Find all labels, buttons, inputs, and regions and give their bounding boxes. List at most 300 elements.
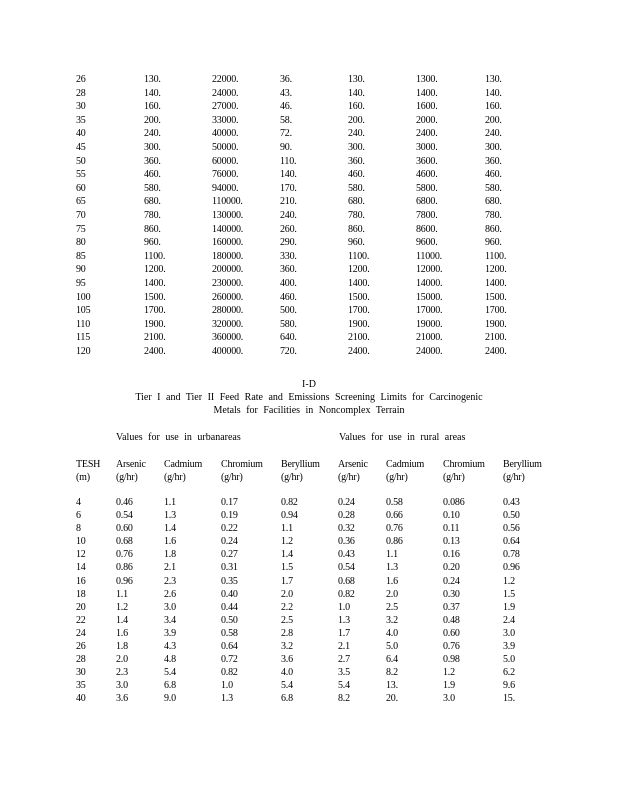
table-cell: 1.8 [116,641,128,653]
table-cell: 40 [76,693,86,705]
table-row [76,522,543,535]
table-cell: 60000. [212,155,239,167]
table-cell: 16 [76,575,86,587]
table-cell: 55 [76,169,86,181]
table-cell: 4600. [416,169,438,181]
table-cell: 12 [76,549,86,561]
table-cell: 720. [280,345,297,357]
table-cell: 0.43 [503,497,520,508]
rural-section-label: Values for use in rural areas [339,432,466,443]
table-cell: 20 [76,601,86,613]
table-cell: 0.43 [338,549,355,561]
table-cell: 0.11 [443,523,460,535]
column-header: Beryllium [281,459,320,470]
table-cell: 12000. [416,264,443,276]
table-cell: 26 [76,641,86,653]
table-cell: 200. [144,114,161,126]
table-cell: 0.32 [338,523,355,535]
table-cell: 1100. [348,250,370,262]
table-cell: 80 [76,237,86,249]
table-cell: 5.0 [386,641,398,653]
table-cell: 4.8 [164,654,176,666]
table-cell: 2100. [485,332,507,344]
table-cell: 33000. [212,114,239,126]
column-header: Arsenic [338,459,368,470]
table-row [76,141,525,155]
table-cell: 6.4 [386,654,398,666]
table-cell: 400. [280,277,297,289]
table-cell: 1.6 [164,536,176,548]
spacer-row [76,484,543,496]
table-cell: 17000. [416,305,443,317]
table-cell: 240. [348,128,365,140]
table-cell: 1400. [485,277,507,289]
table-cell: 40 [76,128,86,140]
table-row [76,73,525,87]
table-cell: 1.9 [443,680,455,692]
table-cell: 1700. [485,305,507,317]
table-cell: 45 [76,141,86,153]
upper-table-body [76,73,525,358]
table-cell: 50000. [212,141,239,153]
table-cell: 35 [76,680,86,692]
table-cell: 0.76 [116,549,133,561]
table-cell: 290. [280,237,297,249]
table-row [76,291,525,305]
table-cell: 35 [76,114,86,126]
table-cell: 75 [76,223,86,235]
table-cell: 15. [503,693,515,705]
table-row [76,627,543,640]
table-cell: 0.36 [338,536,355,548]
table-cell: 1200. [348,264,370,276]
table-cell: 0.20 [443,562,460,574]
table-cell: 1.2 [443,667,455,679]
table-cell: 0.82 [281,497,298,508]
table-cell: 230000. [212,277,244,289]
table-title-line-1: Tier I and Tier II Feed Rate and Emissions Screening Limits for Carcinogenic [135,392,483,403]
table-cell: 2.1 [338,641,350,653]
table-cell: 0.27 [221,549,238,561]
table-cell: 24000. [212,87,239,99]
table-cell: 90 [76,264,86,276]
table-cell: 1.5 [281,562,293,574]
table-cell: 8.2 [386,667,398,679]
table-cell: 580. [348,182,365,194]
table-cell: 640. [280,332,297,344]
table-row [76,114,525,128]
screening-table-body [76,458,543,706]
upper-limits-table [76,73,525,358]
table-cell: 2400. [416,128,438,140]
column-header: Chromium [221,459,263,470]
table-cell: 2.0 [386,588,398,600]
table-cell: 580. [280,318,297,330]
table-cell: 30 [76,101,86,113]
table-row [76,653,543,666]
table-cell: 5.4 [164,667,176,679]
table-cell: 0.24 [338,497,355,508]
table-cell: 1.4 [281,549,293,561]
table-cell: 22000. [212,74,239,85]
table-cell: 1700. [348,305,370,317]
table-cell: 460. [280,291,297,303]
table-cell: 2100. [348,332,370,344]
table-cell: 1500. [485,291,507,303]
table-cell: 360. [485,155,502,167]
table-cell: 0.44 [221,601,238,613]
table-cell: 0.68 [338,575,355,587]
table-cell: 1.5 [503,588,515,600]
table-cell: 140000. [212,223,244,235]
table-cell: 960. [144,237,161,249]
table-cell: 15000. [416,291,443,303]
table-cell: 1.2 [503,575,515,587]
table-cell: 2000. [416,114,438,126]
table-cell: 0.46 [116,497,133,508]
table-cell: 0.22 [221,523,238,535]
table-cell: 0.54 [338,562,355,574]
table-cell: 4.0 [281,667,293,679]
table-cell: 65 [76,196,86,208]
table-cell: 3.6 [281,654,293,666]
table-cell: 1900. [348,318,370,330]
table-cell: 2.1 [164,562,176,574]
table-cell: 1400. [144,277,166,289]
table-cell: 1900. [485,318,507,330]
table-cell: 43. [280,87,292,99]
table-row [76,601,543,614]
table-cell: 210. [280,196,297,208]
table-cell: 1.4 [116,614,128,626]
table-cell: 2.0 [116,654,128,666]
table-cell: 1.4 [164,523,176,535]
table-cell: 1.6 [116,627,128,639]
table-cell: 1600. [416,101,438,113]
table-cell: 0.37 [443,601,460,613]
table-row [76,223,525,237]
table-cell: 160. [485,101,502,113]
table-cell: 28 [76,654,86,666]
table-cell: 27000. [212,101,239,113]
table-cell: 6.8 [281,693,293,705]
column-header: Chromium [443,459,485,470]
table-cell: 130000. [212,209,244,221]
table-cell: 3.0 [164,601,176,613]
table-cell: 1300. [416,74,438,85]
table-cell: 1100. [144,250,166,262]
table-row [76,236,525,250]
table-row [76,209,525,223]
table-cell: 1700. [144,305,166,317]
table-cell: 0.50 [221,614,238,626]
table-row [76,182,525,196]
table-cell: 260. [280,223,297,235]
table-cell: 680. [348,196,365,208]
table-cell: 130. [485,74,502,85]
table-cell: 3.9 [164,627,176,639]
table-cell: 0.64 [221,641,238,653]
table-row [76,277,525,291]
table-cell: 3.9 [503,641,515,653]
table-cell: 0.30 [443,588,460,600]
table-cell: 1400. [416,87,438,99]
table-cell: 1.2 [281,536,293,548]
column-header: Beryllium [503,459,542,470]
table-cell: 0.86 [386,536,403,548]
table-cell: 180000. [212,250,244,262]
column-header: Cadmium [386,459,425,470]
table-cell: 2.6 [164,588,176,600]
table-cell: 10 [76,536,86,548]
table-cell: 330. [280,250,297,262]
table-cell: 4 [76,497,81,508]
table-cell: 9.6 [503,680,515,692]
column-header: Cadmium [164,459,203,470]
table-cell: 130. [144,74,161,85]
table-cell: 1.1 [164,497,176,508]
table-cell: 860. [348,223,365,235]
table-cell: 2.3 [164,575,176,587]
table-cell: 0.86 [116,562,133,574]
table-cell: 1900. [144,318,166,330]
table-cell: 4.3 [164,641,176,653]
table-cell: 580. [144,182,161,194]
table-cell: 8 [76,523,81,535]
table-cell: 0.82 [221,667,238,679]
table-cell: 0.96 [116,575,133,587]
table-cell: 72. [280,128,292,140]
table-row [76,496,543,509]
table-cell: 60 [76,182,86,194]
table-cell: 320000. [212,318,244,330]
table-cell: 18 [76,588,86,600]
table-row [76,640,543,653]
table-cell: 28 [76,87,86,99]
table-cell: 1100. [485,250,507,262]
table-cell: 200000. [212,264,244,276]
table-cell: 2400. [144,345,166,357]
table-cell: 110 [76,318,91,330]
table-cell: 1.7 [281,575,293,587]
table-cell: 140. [144,87,161,99]
table-row [76,561,543,574]
table-cell: 13. [386,680,398,692]
table-cell: 11000. [416,250,442,262]
table-cell: 0.10 [443,510,460,522]
table-cell: 1.3 [221,693,233,705]
table-cell: 36. [280,74,292,85]
table-cell: 0.68 [116,536,133,548]
table-cell: 50 [76,155,86,167]
table-cell: 1200. [144,264,166,276]
table-cell: 0.086 [443,497,465,508]
column-header: (g/hr) [386,472,408,483]
header-row [76,471,543,484]
table-cell: 30 [76,667,86,679]
table-cell: 0.64 [503,536,520,548]
table-cell: 580. [485,182,502,194]
table-cell: 1400. [348,277,370,289]
table-cell: 6800. [416,196,438,208]
table-cell: 3.2 [386,614,398,626]
table-row [76,535,543,548]
table-cell: 0.66 [386,510,403,522]
table-cell: 360. [280,264,297,276]
spacer-cell [76,484,543,496]
table-cell: 2400. [485,345,507,357]
table-cell: 5.4 [281,680,293,692]
table-row [76,614,543,627]
table-cell: 2.3 [116,667,128,679]
table-cell: 1.3 [338,614,350,626]
table-cell: 6.8 [164,680,176,692]
table-cell: 960. [348,237,365,249]
table-row [76,331,525,345]
table-cell: 5.0 [503,654,515,666]
table-cell: 3.6 [116,693,128,705]
table-cell: 0.58 [221,627,238,639]
table-cell: 3.0 [116,680,128,692]
table-cell: 1.3 [386,562,398,574]
table-cell: 2400. [348,345,370,357]
table-cell: 260000. [212,291,244,303]
table-cell: 70 [76,209,86,221]
table-cell: 140. [280,169,297,181]
table-cell: 2.5 [281,614,293,626]
table-cell: 1.7 [338,627,350,639]
table-cell: 14000. [416,277,443,289]
table-cell: 0.31 [221,562,238,574]
table-cell: 120 [76,345,91,357]
table-cell: 22 [76,614,86,626]
table-cell: 280000. [212,305,244,317]
column-header: TESH [76,459,101,470]
table-cell: 0.16 [443,549,460,561]
table-cell: 26 [76,74,86,85]
table-cell: 160. [348,101,365,113]
table-cell: 780. [144,209,161,221]
table-cell: 4.0 [386,627,398,639]
table-cell: 1.8 [164,549,176,561]
table-cell: 6.2 [503,667,515,679]
table-row [76,588,543,601]
table-cell: 3000. [416,141,438,153]
table-cell: 160. [144,101,161,113]
table-cell: 130. [348,74,365,85]
table-row [76,666,543,679]
table-cell: 0.19 [221,510,238,522]
table-cell: 300. [144,141,161,153]
table-cell: 0.98 [443,654,460,666]
table-cell: 1.1 [281,523,293,535]
table-cell: 8600. [416,223,438,235]
table-cell: 460. [144,169,161,181]
column-header: (g/hr) [443,472,465,483]
table-id: I-D [302,379,316,390]
table-cell: 460. [485,169,502,181]
table-cell: 300. [485,141,502,153]
table-row [76,509,543,522]
table-cell: 0.94 [281,510,298,522]
table-cell: 300. [348,141,365,153]
table-cell: 240. [485,128,502,140]
table-cell: 6 [76,510,81,522]
table-title-line-2: Metals for Facilities in Noncomplex Terrain [213,405,405,416]
table-cell: 0.76 [443,641,460,653]
table-cell: 0.28 [338,510,355,522]
column-header: (g/hr) [338,472,360,483]
table-cell: 2.2 [281,601,293,613]
table-cell: 1500. [348,291,370,303]
header-row [76,458,543,471]
table-cell: 110000. [212,196,243,208]
table-cell: 0.72 [221,654,238,666]
table-cell: 0.56 [503,523,520,535]
table-cell: 2.8 [281,627,293,639]
table-cell: 40000. [212,128,239,140]
table-cell: 0.13 [443,536,460,548]
table-cell: 1.0 [221,680,233,692]
table-cell: 860. [485,223,502,235]
column-header: Arsenic [116,459,146,470]
table-cell: 860. [144,223,161,235]
table-cell: 0.40 [221,588,238,600]
table-cell: 24000. [416,345,443,357]
table-row [76,548,543,561]
table-cell: 0.96 [503,562,520,574]
table-cell: 500. [280,305,297,317]
table-cell: 5800. [416,182,438,194]
table-cell: 0.54 [116,510,133,522]
screening-limits-table [76,458,543,706]
table-cell: 2100. [144,332,166,344]
table-cell: 0.24 [443,575,460,587]
table-row [76,127,525,141]
table-cell: 76000. [212,169,239,181]
table-cell: 20. [386,693,398,705]
table-cell: 170. [280,182,297,194]
table-cell: 2.5 [386,601,398,613]
table-cell: 3.4 [164,614,176,626]
table-cell: 1.9 [503,601,515,613]
column-header: (g/hr) [116,472,138,483]
column-header: (g/hr) [164,472,186,483]
column-header: (g/hr) [503,472,525,483]
table-cell: 7800. [416,209,438,221]
table-cell: 3.5 [338,667,350,679]
table-cell: 140. [348,87,365,99]
table-cell: 3.0 [503,627,515,639]
table-cell: 90. [280,141,292,153]
table-cell: 24 [76,627,86,639]
table-cell: 1.3 [164,510,176,522]
table-cell: 680. [144,196,161,208]
table-cell: 1.1 [116,588,128,600]
table-cell: 200. [348,114,365,126]
table-row [76,195,525,209]
table-cell: 140. [485,87,502,99]
column-header: (g/hr) [281,472,303,483]
table-cell: 0.76 [386,523,403,535]
table-cell: 85 [76,250,86,262]
table-cell: 105 [76,305,91,317]
table-row [76,87,525,101]
table-cell: 94000. [212,182,239,194]
table-row [76,679,543,692]
table-cell: 3600. [416,155,438,167]
table-cell: 0.78 [503,549,520,561]
